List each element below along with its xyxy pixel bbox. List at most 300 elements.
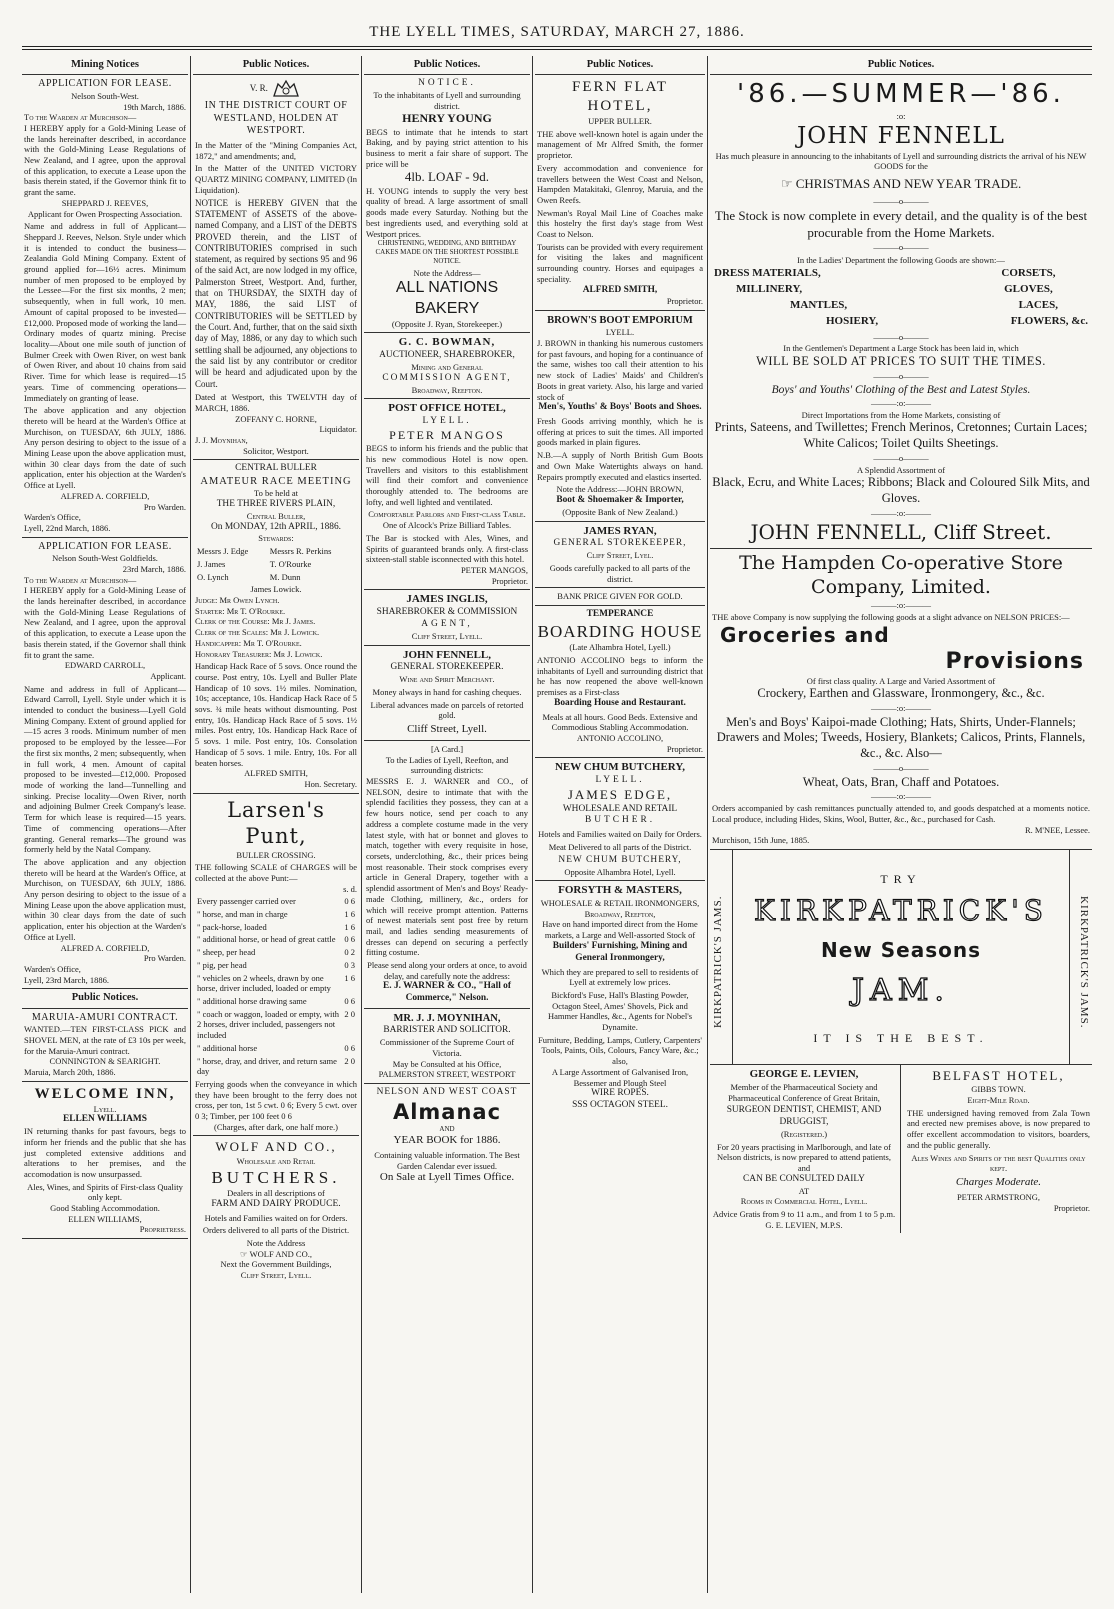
signature-title: Applicant for Owen Prospecting Association. (27, 208, 183, 219)
try-label: TRY (880, 871, 922, 886)
charge-amount: 0 2 (344, 947, 355, 958)
address: Cliff Street, Lyell. (407, 723, 487, 736)
charge-amount: 1 6 (344, 921, 355, 932)
signature-title: Proprietor. (666, 296, 703, 307)
royal-crest-icon (270, 78, 302, 100)
ad-title: NELSON AND WEST COAST (376, 1087, 518, 1097)
body-text: Every accommodation and convenience for travellers between the West Coast and Nelson, Hampden Matakitaki, Glenroy, Maruia, and the Owen Reefs. (537, 162, 703, 205)
george-levien (710, 1065, 901, 1233)
column-4 (535, 56, 705, 1593)
column-1 (22, 56, 188, 1593)
official: Judge: Mr Owen Lynch. (195, 594, 280, 605)
body-text: YEAR BOOK for 1886. (393, 1134, 501, 1147)
product-subtitle: New Seasons (821, 938, 981, 963)
bakery-name: ALL NATIONS BAKERY (395, 279, 499, 317)
date: 23rd March, 1886. (122, 563, 186, 574)
stewards-heading: Stewards: (258, 533, 294, 544)
signature: ZOFFANY C. HORNE, (235, 413, 317, 424)
separator: ———:o:——— (871, 703, 931, 714)
ad-title: FORSYTH & MASTERS, (558, 884, 682, 897)
address: (Opposite Bank of New Zealand.) (562, 506, 678, 517)
proprietor-name: JAMES EDGE, (567, 787, 673, 803)
body-text: Comfortable Parlors and First-class Table. (368, 509, 526, 520)
separator: ———:o:——— (871, 791, 931, 802)
larsens-punt (193, 794, 359, 1137)
vr-mark: V. R. (249, 83, 268, 94)
welcome-inn (22, 1082, 188, 1239)
pointing-hand-line (195, 1249, 357, 1260)
body-text: J. BROWN in thanking his numerous customers for past favours, and hoping for a continuance of the same, wishes too call their attention to his new stock of Ladies' Maids' and Children's Boots in great variety. Also, his large and varied stock of (537, 338, 703, 402)
address-name: WOLF AND CO., (249, 1248, 312, 1259)
goods-item: DRESS MATERIALS, (714, 267, 821, 280)
district-court-notice (193, 75, 359, 460)
body-text: Men's, Youths' & Boys' Boots and Shoes. (538, 402, 702, 413)
hearing-notice: The above application and any objection thereto will be heard at the Warden's Office at Murchison, on TUESDAY, 6th JULY, 1886. Any person desiring to object to the issue of a Mining Lease upon the above application must, within 30 clear days from the date of such application, enter his objection at the Warden's Office at Lyell. (24, 405, 186, 491)
charge-row (197, 934, 355, 945)
race-events: Handicap Hack Race of 5 sovs. Once round the course. Post entry, 10s. Lyell and Buller Plate Handicap of 10 sovs. 1½ miles. Nomination, 10s; acceptance, 10s. Handicap Hack Race of 5 sovs. ¾ mile heats without dismounting. Post entry, 10s. Handicap Hack Race of 5 sovs. 1½ miles. Post entry, 10s. Handicap Hack Race of 5 sovs. 1 mile. Post entry, 10s. Consolation Handicap of 5 sovs. 1 mile. Entry, 10s. For all beaten horses. (195, 661, 357, 768)
body-text: Liberal advances made on parcels of retorted gold. (370, 699, 524, 721)
address: E. J. WARNER & CO., "Hall of Commerce," Nelson. (383, 981, 511, 1004)
signature: ELLEN WILLIAMS, (68, 1213, 142, 1224)
ad-title: FERN FLAT HOTEL, (572, 79, 668, 115)
place: UPPER BULLER. (588, 116, 652, 126)
signature: PETER ARMSTRONG, (956, 1191, 1041, 1202)
body-text: In the Gentlemen's Department a Large Stock has been laid in, which (783, 343, 1019, 354)
official: Starter: Mr T. O'Rourke. (195, 605, 286, 616)
ad-title: JAMES RYAN, (583, 524, 657, 537)
body-text: Black, Ecru, and White Laces; Ribbons; Black and Coloured Silk Mits, and Gloves. (712, 475, 1090, 506)
ad-subtitle: BOARDING HOUSE (537, 621, 703, 641)
date: Maruia, March 20th, 1886. (24, 1066, 116, 1077)
official: Honorary Treasurer: Mr J. Lowick. (195, 648, 323, 659)
james-inglis (364, 590, 530, 645)
date: Lyell, 22nd March, 1886. (24, 522, 111, 533)
place: Nelson South-West. (71, 90, 139, 101)
separator: ———o——— (873, 331, 929, 342)
body-text: On Sale at Lyell Times Office. (379, 1171, 515, 1184)
body-text: WHOLESALE & RETAIL IRONMONGERS, (540, 898, 700, 909)
body-text: NEW CHUM BUTCHERY, (558, 854, 682, 865)
column-divider (190, 56, 191, 1593)
note: (Charges, after dark, one half more.) (214, 1121, 338, 1132)
body-text: SHAREBROKER & COMMISSION (376, 607, 518, 618)
ad-title: IN THE DISTRICT COURT OF WESTLAND, HOLDEN AT WESTPORT. (204, 100, 348, 137)
body-text: A Splendid Assortment of (856, 464, 946, 475)
charge-item: Every passenger carried over (197, 896, 296, 907)
steward: James Lowick. (250, 584, 302, 595)
ad-title: MARUIA-AMURI CONTRACT. (31, 1011, 179, 1023)
body-text: BEGS to intimate that he intends to start Baking, and by paying strict attention to his business to merit a fair share of support. The price will be (366, 126, 528, 169)
address: Boot & Shoemaker & Importer, (556, 495, 684, 505)
address: (Opposite J. Ryan, Storekeeper.) (391, 318, 503, 329)
signature-title: Proprietress. (139, 1224, 186, 1235)
signature-title: Liquidator. (319, 424, 357, 435)
body-text: Furniture, Bedding, Lamps, Cutlery, Carpenters' Tools, Paints, Oils, Colours, Fancy Ware, &c.; also, (538, 1034, 702, 1067)
body-text: To the inhabitants of Lyell and surrounding district. (373, 90, 521, 111)
official: Handicapper: Mr T. O'Rourke. (195, 637, 302, 648)
charge-row (197, 909, 355, 920)
body-text: Boys' and Youths' Clothing of the Best and Latest Styles. (771, 383, 1031, 396)
charge-item: " pack-horse, loaded (197, 921, 267, 932)
ad-title: WELCOME INN, (34, 1085, 176, 1102)
ad-title: G. C. BOWMAN, (398, 336, 496, 349)
place: GIBBS TOWN. (971, 1084, 1026, 1095)
charge-row (197, 1009, 355, 1041)
browns-boot-emporium (535, 311, 705, 521)
ad-title: TEMPERANCE (586, 609, 654, 620)
signature-title: Hon. Secretary. (304, 778, 357, 789)
signature: ALFRED SMITH, (582, 284, 658, 295)
goods-item: LACES, (1018, 299, 1058, 311)
body-text: Direct Importations from the Home Markets, consisting of (801, 409, 1001, 420)
body-text: Crockery, Earthen and Glassware, Ironmongery, &c., &c. (757, 686, 1045, 701)
body-text: Men's and Boys' Kaipoi-made Clothing; Hats, Shirts, Under-Flannels; Drawers and Moles; Tweeds, Hosiery, Blankets; Calicos, Prints, Flannels, &c., &c. Also— (716, 714, 1086, 761)
charge-item: " additional horse (197, 1042, 258, 1053)
address: Broadway, Reefton, (584, 908, 656, 919)
charge-item: " vehicles on 2 wheels, drawn by one horse, driver included, loaded or empty (197, 972, 331, 994)
solicitor: J. J. Moynihan, (195, 434, 248, 445)
side-text-right: KIRKPATRICK'S JAMS. (1078, 895, 1090, 1029)
jam-heading: JAM. (852, 972, 950, 1008)
signature: CONNINGTON & SEARIGHT. (49, 1056, 161, 1067)
john-fennell-summer (710, 75, 1092, 549)
goods-item: HOSIERY, (826, 314, 879, 327)
ferry-charges: Ferrying goods when the conveyance in which they have been brought to the ferry does not cross, per ton, 1st 5 cwt. 0 6; Every 5 cwt. over 0 3; Timber, per 100 feet 0 6 (195, 1078, 357, 1122)
masthead-rule (22, 46, 1092, 47)
groceries-heading: Groceries and (720, 622, 890, 647)
body-text: Mining and General (411, 362, 483, 373)
column-2 (193, 56, 359, 1593)
signature: SHEPPARD J. REEVES, (61, 197, 149, 208)
ad-title: APPLICATION FOR LEASE. (38, 540, 172, 552)
signature: PETER MANGOS, (460, 564, 528, 575)
separator: ———:o:——— (871, 507, 931, 518)
body-text: THE above Company is now supplying the following goods at a slight advance on NELSON PRICES:— (712, 611, 1070, 622)
body-text: SSS OCTAGON STEEL. (572, 1100, 668, 1111)
body-text: The Bar is stocked with Ales, Wines, and Spirits of guaranteed brands only. A first-class sixteen-stall stable isconnected with this hotel. (366, 532, 528, 565)
ad-title: JAMES INGLIS, (406, 593, 488, 606)
body-text: Which they are prepared to sell to residents of Lyell at extremely low prices. (541, 966, 699, 988)
body-text: Goods carefully packed to all parts of the district. (549, 562, 691, 584)
ad-title: POST OFFICE HOTEL, (388, 402, 506, 415)
body-text: For 20 years practising in Marlborough, and late of Nelson districts, is now prepared to attend patients, and (717, 1141, 891, 1174)
column-heading: Public Notices. (535, 56, 705, 75)
column-divider (707, 56, 708, 1593)
body-text: Orders accompanied by cash remittances punctually attended to, and goods despatched at a moments notice. Local produce, including Hides, Skins, Wool, Butter, &c., &c., purchased for Cash. (712, 803, 1090, 824)
signature: ALFRED A. CORFIELD, (60, 490, 150, 501)
charge-row (197, 947, 355, 958)
body-text: Hotels and Families waited on Daily for Orders. (538, 829, 702, 840)
body-text: AGENT, (421, 619, 473, 630)
pointing-hand-icon: ☞ (240, 1248, 248, 1259)
moynihan-solicitor (364, 1009, 530, 1084)
body-text: Bickford's Fuse, Hall's Blasting Powder, Octagon Steel, Ames' Shovels, Pick and Hammer Handles, &c., Agents for Nobel's Dynamite. (547, 989, 693, 1033)
charge-item: " horse, dray, and driver, and return same day (197, 1055, 337, 1077)
charge-row (197, 960, 355, 971)
charge-item: " additional horse drawing same (197, 995, 307, 1006)
currency-header: s. d. (343, 883, 357, 894)
body-text: Hotels and Families waited on for Orders. (204, 1212, 348, 1223)
forsyth-and-masters (535, 881, 705, 1115)
tagline: IT IS THE BEST. (813, 1031, 989, 1046)
body-text: FARM AND DAIRY PRODUCE. (211, 1198, 341, 1209)
body-text: AND (439, 1125, 455, 1134)
address: PALMERSTON STREET, WESTPORT (378, 1069, 516, 1080)
place: LYELL. (422, 416, 472, 427)
body-text: Commissioner of the Supreme Court of Victoria. (379, 1037, 515, 1058)
address: Broadway, Reefton. (411, 384, 483, 395)
ad-title: BELFAST HOTEL, (932, 1067, 1065, 1083)
signature: EDWARD CARROLL, (64, 660, 146, 671)
steward: Messrs J. Edge (197, 546, 249, 557)
separator: :o: (896, 110, 906, 121)
maruia-contract (22, 1009, 188, 1082)
steward: Messrs R. Perkins (269, 546, 332, 557)
body-text: WANTED.—TEN FIRST-CLASS PICK and SHOVEL MEN, at the rate of £3 10s per week, for the Maruia-Amuri contract. (24, 1024, 186, 1056)
body-text: Please send along your orders at once, to avoid delay, and carefully note the address: (367, 960, 527, 981)
body-text: In the Matter of the "Mining Companies Act, 1872," and amendments; and, (195, 140, 357, 161)
body-text: Boarding House and Restaurant. (554, 697, 686, 708)
goods-item: MANTLES, (790, 299, 848, 311)
side-rule (1069, 850, 1070, 1064)
office: Warden's Office, (24, 512, 81, 523)
ad-title: JOHN FENNELL (797, 122, 1005, 149)
signature: ALFRED A. CORFIELD, (60, 942, 150, 953)
address: Opposite Alhambra Hotel, Lyell. (564, 866, 676, 877)
body-text: May be Consulted at his Office, (392, 1058, 502, 1069)
charge-amount: 1 6 (344, 972, 355, 983)
place: LYELL. (605, 327, 635, 338)
separator: ———:o:——— (871, 600, 931, 611)
steward: J. James (197, 558, 226, 569)
separator: ———o——— (873, 452, 929, 463)
column-5 (710, 56, 1092, 1593)
ad-title: JOHN FENNELL, (402, 648, 491, 661)
body-text: Member of the Pharmaceutical Society and Pharmaceutical Conference of Great Britain, (728, 1081, 880, 1103)
ad-title: CENTRAL BULLER (235, 463, 317, 474)
place: LYELL. (595, 775, 645, 786)
charge-item: " sheep, per head (197, 947, 256, 958)
body-text: Tourists can be provided with every requirement for visiting the lakes and magnificent surrounding country. Horses and equipages a speciality. (537, 241, 703, 284)
new-chum-butchery (535, 758, 705, 881)
charge-row (197, 1043, 355, 1054)
column-divider (361, 56, 362, 1593)
body-text: AUCTIONEER, SHAREBROKER, (379, 350, 515, 361)
goods-item: CORSETS, (1001, 267, 1056, 280)
body-text: Meals at all hours. Good Beds. Extensive and Commodious Stabling Accommodation. (542, 711, 698, 733)
goods-item: FLOWERS, &c. (1010, 314, 1088, 327)
henry-young-bakery (364, 75, 530, 333)
signature: R. M'NEE, Lessee. (1024, 824, 1090, 835)
ad-title: APPLICATION FOR LEASE. (38, 78, 172, 90)
body-text: Note the Address (246, 1237, 306, 1248)
official: Clerk of the Course: Mr J. James. (195, 616, 316, 627)
body-text: AT (798, 1185, 810, 1196)
side-rule (732, 850, 733, 1064)
steward: M. Dunn (269, 571, 301, 582)
official: Clerk of the Scales: Mr J. Lowick. (195, 627, 320, 638)
body-text: THE following SCALE of CHARGES will be collected at the above Punt:— (195, 862, 357, 883)
body-text: Containing valuable information. The Best Garden Calendar ever issued. (374, 1149, 520, 1171)
james-ryan (535, 522, 705, 589)
goods-item: MILLINERY, (736, 283, 803, 296)
body-text: ANTONIO ACCOLINO begs to inform the inhabitants of Lyell and surrounding district that he has now reopened the above well-known premises as a First-class (537, 655, 703, 698)
xmas-text: CHRISTMAS AND NEW YEAR TRADE. (795, 176, 1022, 192)
body-text: CAN BE CONSULTED DAILY (743, 1173, 865, 1184)
proprietor-name: ELLEN WILLIAMS (63, 1114, 147, 1125)
proprietor-name: PETER MANGOS (389, 428, 505, 443)
body-text: I HEREBY apply for a Gold-Mining Lease of the lands hereinafter described, in accordance with the Gold-Mining Lease Regulations of New Zealand, and I agree, upon the approval of this application, to execute a Lease upon the basis therein stated, if the Governor think fit to grant the same. (24, 122, 186, 198)
ad-title: [A Card.] (430, 743, 464, 754)
proprietor-name: HENRY YOUNG (402, 111, 492, 126)
body-text: Dealers in all descriptions of (227, 1187, 325, 1198)
body-text: To the Ladies of Lyell, Reefton, and surrounding districts: (385, 754, 509, 776)
xmas-line (712, 176, 1090, 192)
body-text: In the Ladies' Department the following Goods are shown:— (797, 254, 1005, 265)
column-heading: Public Notices. (710, 56, 1092, 75)
office: Warden's Office, (24, 963, 81, 974)
ad-title: Larsen's Punt, (227, 797, 325, 849)
body-text: (Registered.) (780, 1128, 828, 1139)
kirkpatricks-jam (710, 850, 1092, 1065)
goods-item: GLOVES, (1004, 283, 1053, 296)
body-text: Charges Moderate. (955, 1175, 1042, 1188)
punt-charges (195, 894, 357, 1079)
body-text: BANK PRICE GIVEN FOR GOLD. (557, 591, 683, 602)
signature-title: Proprietor. (491, 575, 528, 586)
ad-subtitle: BULLER CROSSING. (236, 849, 316, 860)
solicitor-address: Solicitor, Westport. (243, 445, 309, 456)
body-text: I HEREBY apply for a Gold-Mining Lease of the lands hereinafter described, in accordance with the Gold-Mining Lease Regulations of New Zealand, and I agree, upon the approval of this application, to execute a Lease upon the basis therein stated, if the Governor shall think fit to grant the same. (24, 585, 186, 660)
post-office-hotel (364, 399, 530, 590)
lease-details: Name and address in full of Applicant—Sheppard J. Reeves, Nelson. Style under which it is intended to conduct the business—Zealandia Gold Mining Company. Extent of ground applied for—16½ acres. Minimum number of men proposed to be employed by the Lessee—For the first six months, 2 men; subsequently, when in full work, 10 men. Amount of capital proposed to be invested—£12,000. Proposed mode of working the land—Ordinary modes of quartz mining. Precise locality—About one mile south of junction of Bulmer Creek with Owen River, on west bank of Owen River, and about 10 chains from said River. Time for which lease is required—15 years. Time of commencing operations—Immediately on granting of lease. (24, 221, 186, 403)
date: Murchison, 15th June, 1885. (712, 835, 810, 846)
stewards-list (195, 544, 357, 584)
body-text: H. YOUNG intends to supply the very best quality of bread. A large assortment of small goods made every Saturday. Nothing but the best ingredients used, and everything sold at Westport prices. (366, 185, 528, 239)
date: On MONDAY, 12th APRIL, 1886. (211, 521, 341, 532)
signature: ALFRED SMITH, (244, 768, 308, 779)
charge-amount: 0 3 (344, 959, 355, 970)
body-text: In the Matter of the UNITED VICTORY QUARTZ MINING COMPANY, LIMITED (In Liquidation). (195, 163, 357, 195)
column-heading: Public Notices. (193, 56, 359, 75)
body-text: Prints, Sateens, and Twillettes; French Merinos, Cretonnes; Curtain Laces; White Calicos; Toilet Quilts Sheetings. (714, 420, 1088, 451)
brand-name: KIRKPATRICK'S (754, 894, 1048, 928)
charge-amount: 0 6 (344, 1042, 355, 1053)
signature: G. E. LEVIEN, M.P.S. (765, 1219, 843, 1230)
charge-row (197, 973, 355, 994)
ad-subtitle: Wholesale and Retail (236, 1155, 316, 1166)
charge-row (197, 996, 355, 1007)
body-text: Fresh Goods arriving monthly, which he is offering at prices to suit the times. All imported goods marked in plain figures. (537, 416, 703, 448)
date: 19th March, 1886. (123, 101, 186, 112)
charge-amount: 0 6 (344, 896, 355, 907)
body-text: COMMISSION AGENT, (382, 372, 512, 383)
separator: ———o——— (873, 370, 929, 381)
body-text: Meat Delivered to all parts of the District. (548, 841, 692, 852)
charge-amount: 2 0 (344, 1008, 355, 1019)
signature: ANTONIO ACCOLINO, (576, 733, 664, 744)
ad-title: NEW CHUM BUTCHERY, (554, 761, 686, 774)
separator: ———o——— (873, 762, 929, 773)
charge-amount: 0 6 (344, 934, 355, 945)
body-text: WHOLESALE AND RETAIL (562, 803, 678, 814)
signature-title: Pro Warden. (143, 953, 186, 964)
body-text: BARRISTER AND SOLICITOR. (383, 1025, 511, 1036)
body-text: N.B.—A supply of North British Gum Boots and Own Make Watertights always on hand. Repairs promptly executed and elastics inserted. (537, 450, 703, 482)
address: Eight-Mile Road. (967, 1095, 1030, 1106)
almanac (364, 1084, 530, 1188)
body-text: MESSRS E. J. WARNER and CO., of NELSON, desire to intimate that with the splendid facilities they possess, they can at a few hours notice, send per coach to any address a complete costume made in the very latest style, with hat or bonnet and gloves to match, together with every requisite in hose, corsets, underclothing, &c., their prices being most reasonable. Their stock comprises every article in General Drapery, together with a splendid assortment of Men's and Boys' Ready-made Clothing, millinery, &c., orders for which will receive prompt attention. Patterns of newest materials sent post free by return mail, and ladies sending measurements of dresses can depend on securing a perfectly fitting costume. (366, 776, 528, 958)
temperance-boarding-house (535, 606, 705, 758)
ad-footer: JOHN FENNELL, Cliff Street. (750, 519, 1052, 544)
provisions-heading: Provisions (945, 648, 1084, 674)
body-text: Orders delivered to all parts of the District. (202, 1225, 350, 1236)
body-text: BUTCHER. (584, 815, 656, 826)
bowman-auctioneer (364, 333, 530, 399)
charge-item: " pig, per head (197, 959, 247, 970)
steward: O. Lynch (197, 571, 229, 582)
separator: ———:o:——— (871, 398, 931, 409)
body-text: IN returning thanks for past favours, begs to inform her friends and the public that she has just completed extensive additions and alterations to her premises, and the accomodation is now unsurpassed. (24, 1126, 186, 1179)
ad-subtitle: AMATEUR RACE MEETING (200, 476, 352, 488)
column-heading: Public Notices. (22, 989, 188, 1008)
ladies-goods (712, 265, 1090, 330)
body-text: One of Alcock's Prize Billiard Tables. (382, 520, 512, 531)
addressee: To the Warden at Murchison— (24, 112, 137, 123)
body-text: The Stock is now complete in every detail, and the quality is of the best procurable from the Home Markets. (714, 208, 1088, 240)
charge-amount: 1 6 (344, 909, 355, 920)
column-heading: Public Notices. (364, 56, 530, 75)
ad-title: BROWN'S BOOT EMPORIUM (547, 315, 693, 327)
body-text: Have on hand imported direct from the Home markets, a Large and Well-assorted Stock of (542, 919, 698, 941)
date: Dated at Westport, this TWELVTH day of MARCH, 1886. (195, 392, 357, 413)
almanac-heading: Almanac (392, 1099, 502, 1124)
address: Next the Government Buildings, (220, 1259, 332, 1270)
belfast-hotel (901, 1065, 1092, 1233)
signature-title: Proprietor. (666, 743, 703, 754)
pointing-hand-icon: ☞ (780, 176, 793, 192)
address: Cliff Street, Lyell. (240, 1270, 312, 1281)
body-text: BEGS to inform his friends and the public that his new commodious Hotel is now open. Travellers and visitors to this establishment will find their comfort and convenience thoroughly attended to. The bedrooms are lofty, and well lighted and ventilated. (366, 443, 528, 507)
charge-item: " coach or waggon, loaded or empty, with 2 horses, driver included, passengers not included (197, 1008, 339, 1041)
charge-item: " horse, and man in charge (197, 909, 288, 920)
bank-price-gold (535, 588, 705, 606)
address: Cliff Street, Lyel. (586, 550, 654, 561)
body-text: To be held at (253, 488, 298, 499)
body-text: Has much pleasure in announcing to the inhabitants of Lyell and surrounding districts the arrival of his NEW GOODS for the (715, 150, 1087, 172)
column-3 (364, 56, 530, 1593)
venue: THE THREE RIVERS PLAIN, (216, 499, 336, 510)
body-text: Newman's Royal Mail Line of Coaches make this hostelry the first day's stage from West Coast to Nelson. (537, 207, 703, 240)
lease-application-carroll (22, 538, 188, 990)
separator: ———o——— (873, 196, 929, 207)
bottom-ads-row (710, 1065, 1092, 1233)
place: Lyell. (93, 1103, 117, 1114)
charge-row (197, 1056, 355, 1077)
hampden-cooperative (710, 549, 1092, 850)
warner-card (364, 741, 530, 1009)
body-text: Wine and Spirit Merchant. (399, 674, 495, 685)
body-text: GENERAL STOREKEEPER. (390, 662, 504, 673)
column-divider (532, 56, 533, 1593)
separator: ———o——— (873, 241, 929, 252)
body-text: Advice Gratis from 9 to 11 a.m., and from 1 to 5 p.m. (712, 1208, 896, 1219)
ad-banner: '86.—SUMMER—'86. (737, 79, 1065, 110)
body-text: Money always in hand for cashing cheques. (372, 687, 522, 697)
body-text: SURGEON DENTIST, CHEMIST, AND DRUGGIST, (726, 1105, 882, 1128)
masthead: THE LYELL TIMES, SATURDAY, MARCH 27, 1886. (369, 24, 745, 40)
address: Note the Address:—JOHN BROWN, (556, 484, 684, 495)
